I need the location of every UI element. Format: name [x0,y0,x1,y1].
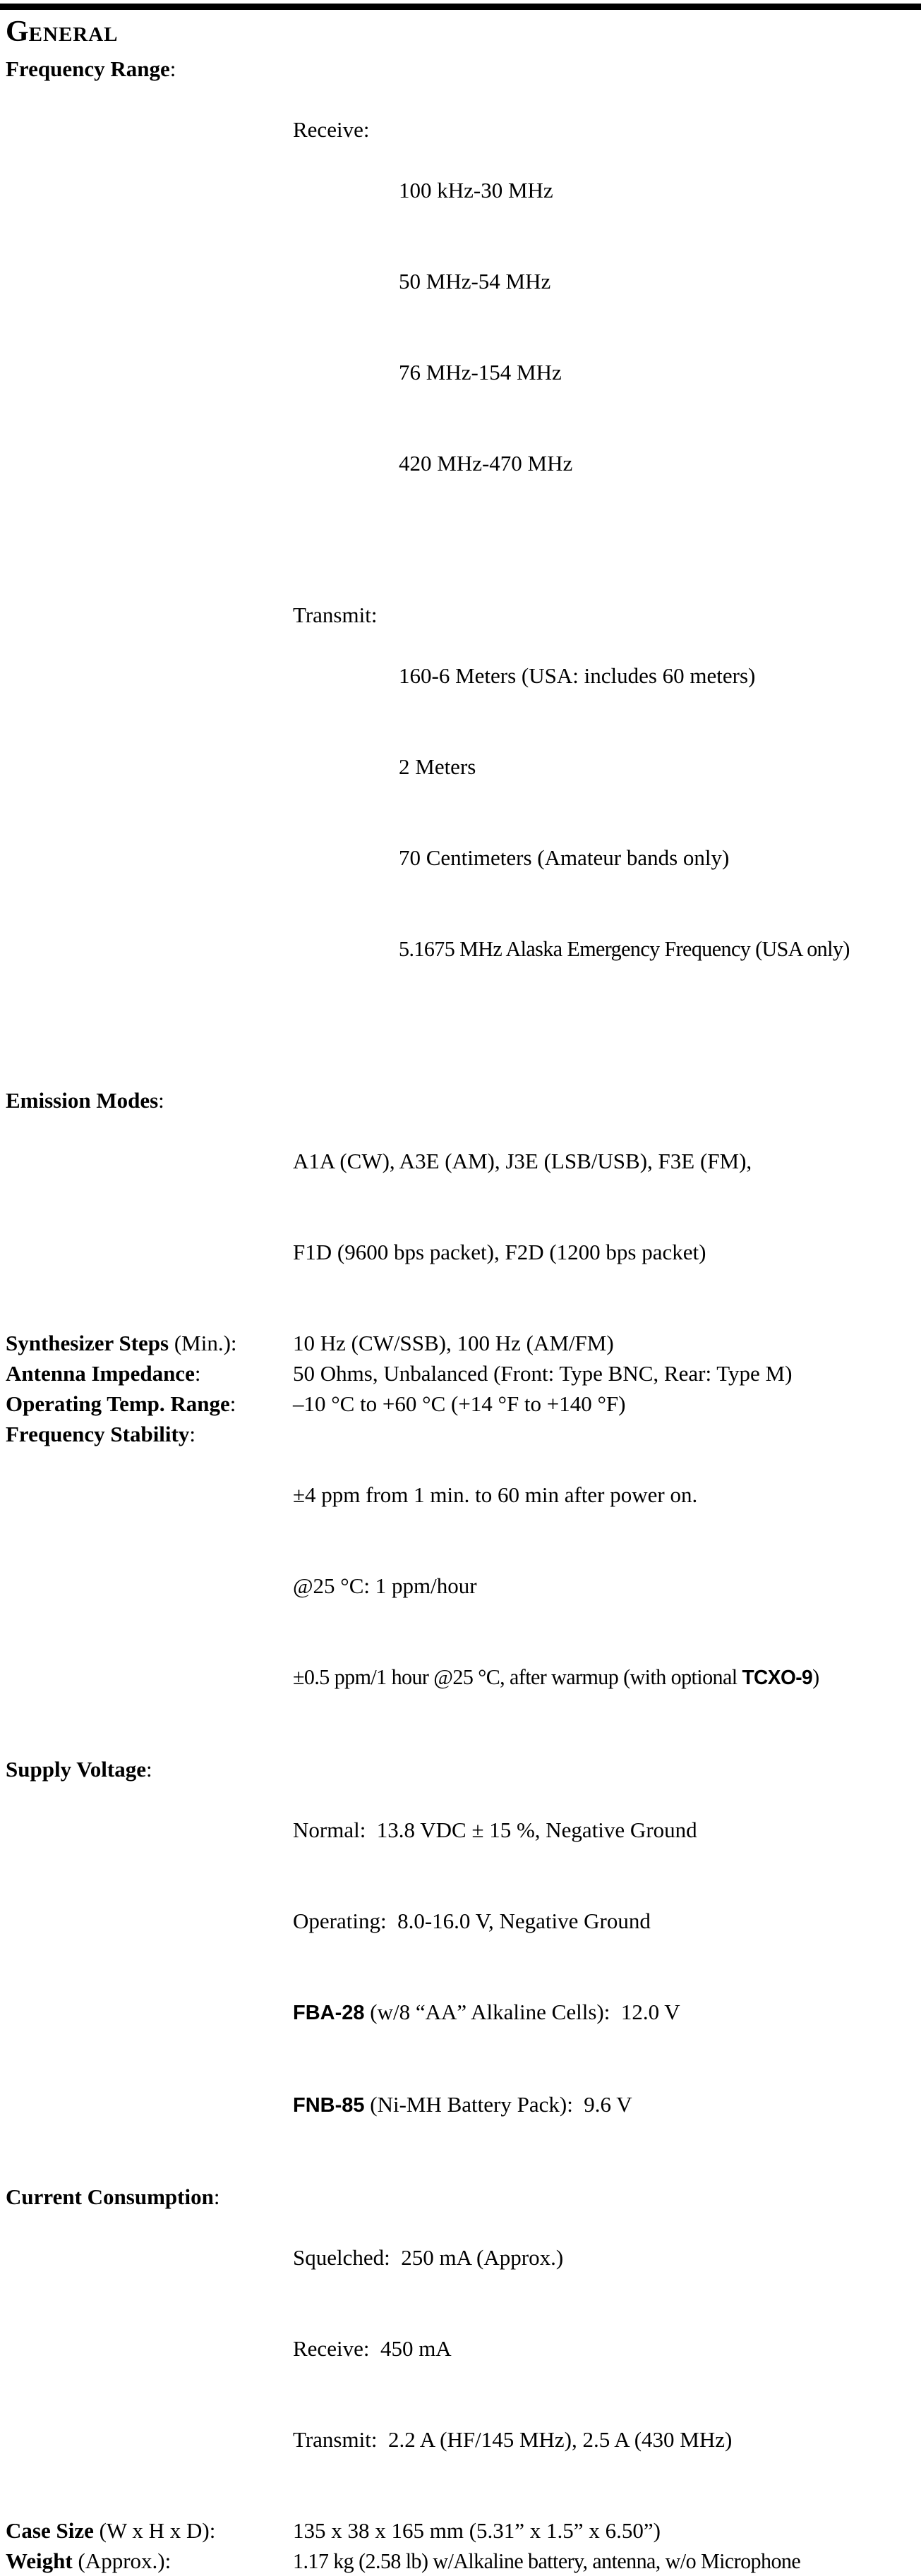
frequency-stability-line3-close: ) [812,1664,819,1689]
transmit-range-line: 2 Meters [399,754,476,779]
emission-modes-label-suffix: : [158,1088,164,1113]
operating-temp-range-label-text: Operating Temp. Range [6,1391,230,1416]
fba-28-detail: (w/8 “AA” Alkaline Cells): 12.0 V [364,2000,680,2024]
spec-row-operating-temp-range [6,1389,921,1419]
current-consumption-line: Receive: 450 mA [293,2336,452,2361]
supply-voltage-value [293,1754,921,2182]
receive-prefix: Receive: [293,117,370,142]
spec-row-emission-modes [6,1085,921,1328]
current-consumption-label [6,2182,293,2212]
receive-block [293,114,921,539]
emission-modes-value [293,1085,921,1328]
fnb-85-model-name: FNB-85 [293,2094,365,2117]
receive-range-line: 50 MHz-54 MHz [399,269,551,294]
section-heading-rest: ENERAL [28,23,119,46]
transmit-range-line: 70 Centimeters (Amateur bands only) [399,845,730,870]
emission-modes-line: F1D (9600 bps packet), F2D (1200 bps packet) [293,1240,706,1264]
supply-voltage-label-text: Supply Voltage [6,1757,147,1782]
synthesizer-steps-label-text: Synthesizer Steps [6,1331,169,1355]
operating-temp-range-value: –10 °C to +60 °C (+14 °F to +140 °F) [293,1391,626,1416]
supply-voltage-operating-line: Operating: 8.0-16.0 V, Negative Ground [293,1909,651,1933]
current-consumption-label-suffix: : [213,2184,220,2209]
frequency-stability-label-suffix: : [189,1422,195,1446]
case-size-label [6,2515,293,2546]
spec-row-antenna-impedance [6,1358,921,1389]
synthesizer-steps-label [6,1328,293,1358]
spec-row-case-size [6,2515,921,2546]
emission-modes-label-text: Emission Modes [6,1088,159,1113]
weight-value: 1.17 kg (2.58 lb) w/Alkaline battery, antenna, w/o Microphone [293,2548,801,2573]
supply-voltage-normal-line: Normal: 13.8 VDC ± 15 %, Negative Ground [293,1818,697,1842]
receive-ranges [399,114,921,539]
spec-row-frequency-range [6,54,921,1085]
frequency-stability-line: ±4 ppm from 1 min. to 60 min after power on. [293,1482,698,1507]
top-rule [0,4,921,10]
spec-row-current-consumption [6,2182,921,2515]
current-consumption-label-text: Current Consumption [6,2184,214,2209]
weight-label [6,2546,293,2576]
supply-voltage-fba28-line [293,1997,921,2028]
receive-range-line: 76 MHz-154 MHz [399,360,562,385]
transmit-range-line: 160-6 Meters (USA: includes 60 meters) [399,663,756,688]
case-size-value: 135 x 38 x 165 mm (5.31” x 1.5” x 6.50”) [293,2518,661,2543]
section-heading [6,17,921,49]
frequency-range-label [6,54,293,84]
tcxo-9-model-name: TCXO-9 [742,1667,813,1689]
case-size-label-text: Case Size [6,2518,94,2543]
frequency-stability-line3-text: ±0.5 ppm/1 hour @25 °C, after warmup (with optional [293,1664,742,1689]
supply-voltage-fnb85-line [293,2089,921,2121]
spec-row-frequency-stability [6,1419,921,1754]
antenna-impedance-label-suffix: : [194,1361,201,1386]
weight-label-suffix: (Approx.): [72,2548,171,2573]
transmit-block [293,600,921,1024]
frequency-range-label-suffix: : [169,56,176,81]
synthesizer-steps-label-suffix: (Min.): [169,1331,237,1355]
spec-table [6,54,921,2576]
antenna-impedance-value: 50 Ohms, Unbalanced (Front: Type BNC, Rear: Type M) [293,1361,793,1386]
transmit-ranges [399,600,921,1024]
weight-label-text: Weight [6,2548,73,2573]
receive-range-line: 420 MHz-470 MHz [399,451,573,476]
spec-row-supply-voltage [6,1754,921,2182]
frequency-stability-line [293,1662,902,1693]
current-consumption-line: Squelched: 250 mA (Approx.) [293,2245,564,2270]
operating-temp-range-label [6,1389,293,1419]
supply-voltage-label [6,1754,293,1784]
fba-28-model-name: FBA-28 [293,2002,365,2024]
fnb-85-detail: (Ni-MH Battery Pack): 9.6 V [364,2092,632,2117]
current-consumption-value [293,2182,921,2515]
transmit-range-line: 5.1675 MHz Alaska Emergency Frequency (USA only) [399,936,850,961]
current-consumption-line: Transmit: 2.2 A (HF/145 MHz), 2.5 A (430 MHz) [293,2427,733,2452]
receive-range-line: 100 kHz-30 MHz [399,178,553,202]
frequency-stability-value [293,1419,921,1754]
frequency-stability-line: @25 °C: 1 ppm/hour [293,1573,477,1598]
emission-modes-label [6,1085,293,1115]
case-size-label-suffix: (W x H x D): [93,2518,216,2543]
frequency-stability-label [6,1419,293,1449]
spec-sheet-page [0,4,921,2576]
supply-voltage-label-suffix: : [146,1757,152,1782]
spec-row-synthesizer-steps [6,1328,921,1358]
frequency-stability-label-text: Frequency Stability [6,1422,190,1446]
antenna-impedance-label [6,1358,293,1389]
operating-temp-range-label-suffix: : [229,1391,236,1416]
frequency-range-value [293,54,921,1085]
frequency-range-label-text: Frequency Range [6,56,170,81]
spec-row-weight [6,2546,921,2576]
emission-modes-line: A1A (CW), A3E (AM), J3E (LSB/USB), F3E (FM), [293,1149,752,1173]
antenna-impedance-label-text: Antenna Impedance [6,1361,195,1386]
section-heading-initial: G [6,16,29,48]
transmit-prefix: Transmit: [293,603,378,627]
synthesizer-steps-value: 10 Hz (CW/SSB), 100 Hz (AM/FM) [293,1331,614,1355]
